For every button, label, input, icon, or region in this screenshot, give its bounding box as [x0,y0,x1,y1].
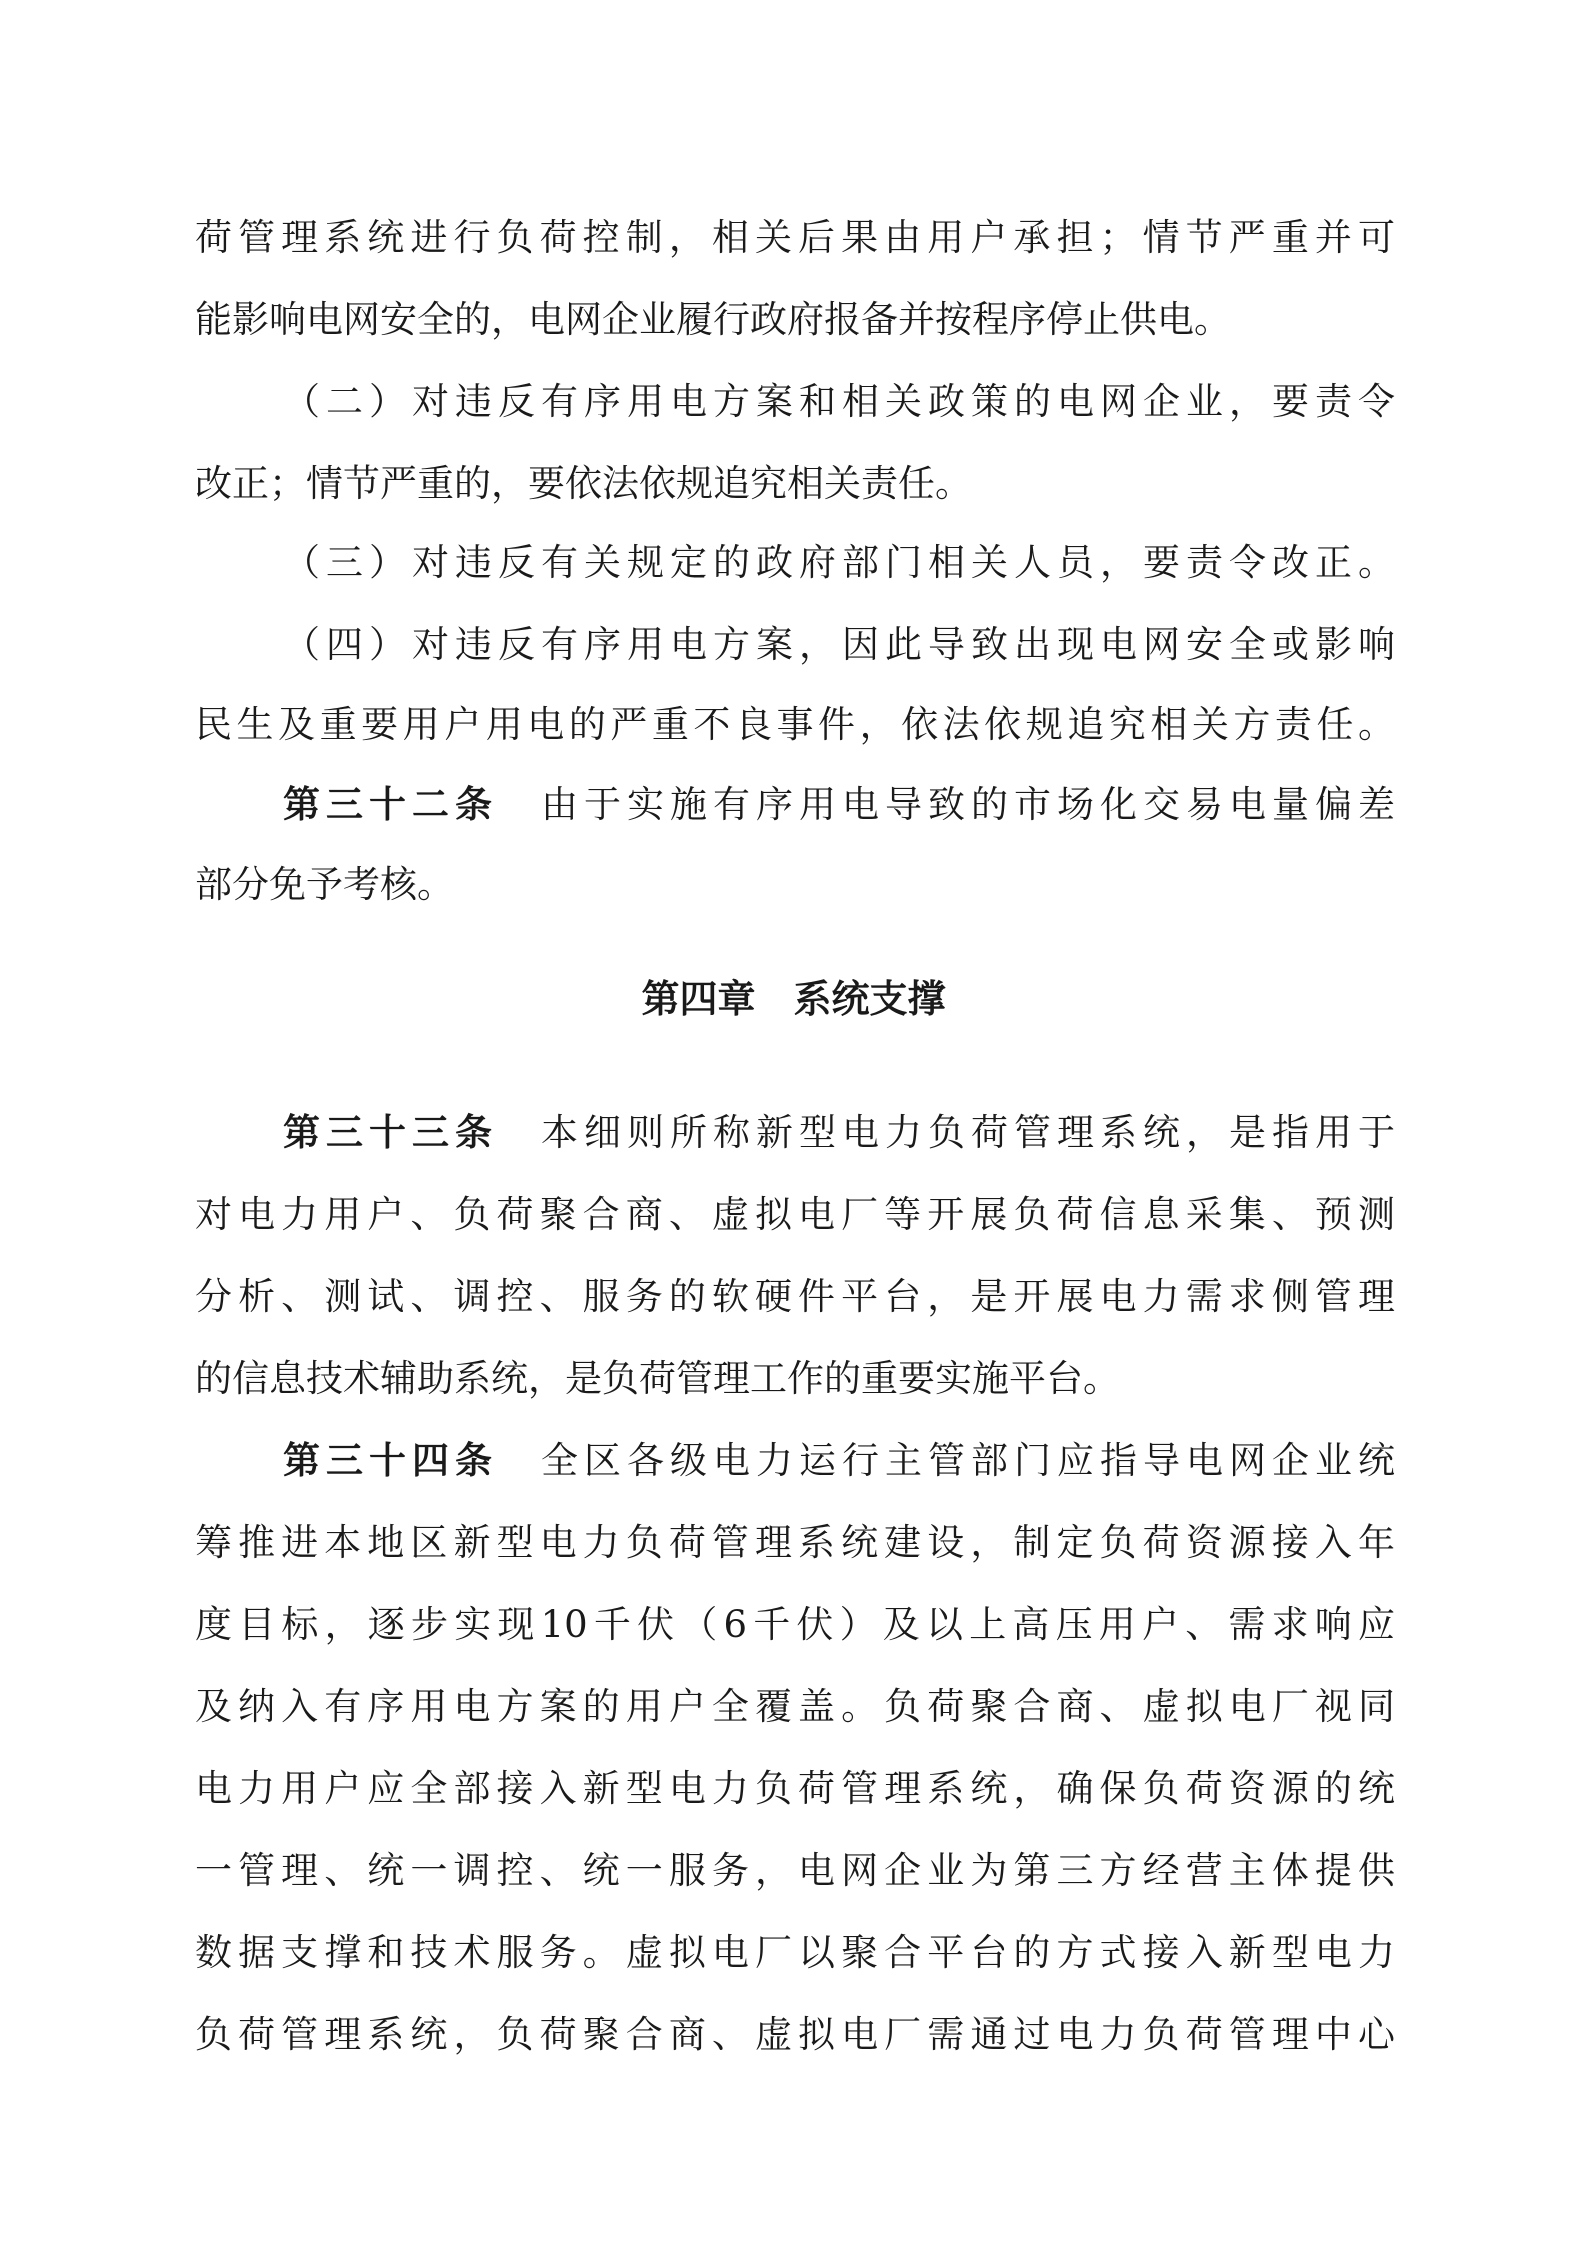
article-text: 由于实施有序用电导致的市场化交易电量偏差 [541,783,1395,826]
chapter-heading: 第四章 系统支撑 [641,977,946,1021]
paragraph-line: 度目标，逐步实现10千伏（6千伏）及以上高压用户、需求响应 [195,1603,1395,1646]
paragraph-line: （四）对违反有序用电方案，因此导致出现电网安全或影响 [283,623,1395,666]
paragraph-line: 数据支撑和技术服务。虚拟电厂以聚合平台的方式接入新型电力 [195,1931,1395,1974]
paragraph-line: 的信息技术辅助系统，是负荷管理工作的重要实施平台。 [195,1357,1120,1400]
article-number: 第三十四条 [283,1439,498,1482]
paragraph-line: 荷管理系统进行负荷控制，相关后果由用户承担；情节严重并可 [195,216,1395,259]
paragraph-line: 负荷管理系统，负荷聚合商、虚拟电厂需通过电力负荷管理中心 [195,2013,1395,2056]
paragraph-line: 改正；情节严重的，要依法依规追究相关责任。 [195,462,972,505]
paragraph-line: 分析、测试、调控、服务的软硬件平台，是开展电力需求侧管理 [195,1275,1395,1318]
paragraph-line: 民生及重要用户用电的严重不良事件，依法依规追究相关方责任。 [195,703,1395,746]
paragraph-line: 能影响电网安全的，电网企业履行政府报备并按程序停止供电。 [195,298,1231,341]
article-line [283,782,1395,828]
article-text: 全区各级电力运行主管部门应指导电网企业统 [541,1439,1395,1482]
article-line [283,1110,1395,1156]
paragraph-line: 一管理、统一调控、统一服务，电网企业为第三方经营主体提供 [195,1849,1395,1892]
article-number: 第三十三条 [283,1111,498,1154]
paragraph-line: 对电力用户、负荷聚合商、虚拟电厂等开展负荷信息采集、预测 [195,1193,1395,1236]
paragraph-line: 及纳入有序用电方案的用户全覆盖。负荷聚合商、虚拟电厂视同 [195,1685,1395,1728]
article-line [283,1438,1395,1484]
paragraph-line: 电力用户应全部接入新型电力负荷管理系统，确保负荷资源的统 [195,1767,1395,1810]
paragraph-line: （三）对违反有关规定的政府部门相关人员，要责令改正。 [283,541,1395,584]
article-text: 本细则所称新型电力负荷管理系统，是指用于 [541,1111,1395,1154]
paragraph-line: （二）对违反有序用电方案和相关政策的电网企业，要责令 [283,380,1395,423]
paragraph-line: 部分免予考核。 [195,863,454,906]
article-number: 第三十二条 [283,783,498,826]
paragraph-line: 筹推进本地区新型电力负荷管理系统建设，制定负荷资源接入年 [195,1521,1395,1564]
